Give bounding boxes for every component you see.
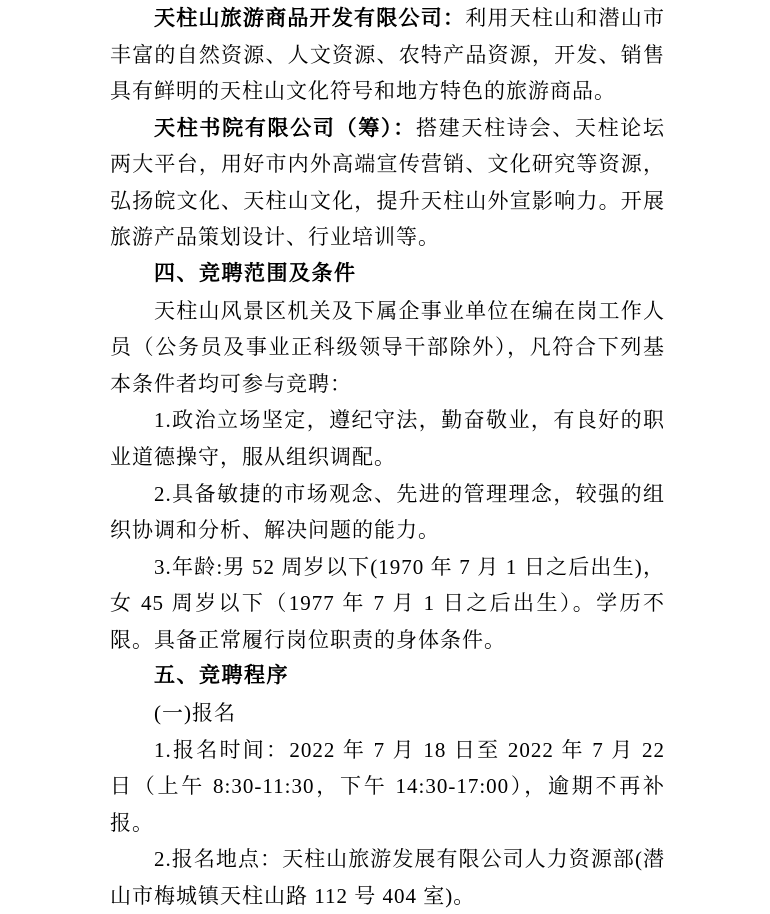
paragraph-registration-time: 1.报名时间：2022 年 7 月 18 日至 2022 年 7 月 22 日（上午 8:30-11:30，下午 14:30-17:00），逾期不再补报。: [110, 737, 665, 835]
subsection-heading-registration: (一)报名: [154, 700, 236, 725]
paragraph-text: 利用天柱山和潜山市丰富的自然资源、人文资源、农特产品资源，开发、销售具有鲜明的天柱山文化符号和地方特色的旅游商品。: [110, 6, 666, 104]
paragraph-condition-3: 3.年龄:男 52 周岁以下(1970 年 7 月 1 日之后出生)，女 45 周岁以下（1977 年 7 月 1 日之后出生）。学历不限。具备正常履行岗位职责的身体条件。: [110, 554, 665, 652]
section-heading-procedure: 五、竞聘程序: [154, 664, 289, 688]
company-name-bold: 天柱山旅游商品开发有限公司：: [154, 6, 466, 30]
paragraph-condition-1: 1.政治立场坚定，遵纪守法，勤奋敬业，有良好的职业道德操守，服从组织调配。: [110, 408, 665, 469]
section-heading-scope-conditions: 四、竞聘范围及条件: [154, 262, 357, 286]
paragraph-company-academy: [110, 110, 665, 256]
company-name-bold: 天柱书院有限公司（筹）：: [154, 115, 416, 140]
paragraph-eligibility: 天柱山风景区机关及下属企事业单位在编在岗工作人员（公务员及事业正科级领导干部除外），凡符合下列基本条件者均可参与竞聘：: [110, 298, 665, 396]
paragraph-condition-2: 2.具备敏捷的市场观念、先进的管理理念，较强的组织协调和分析、解决问题的能力。: [110, 481, 665, 543]
paragraph-registration-place: 2.报名地点：天柱山旅游发展有限公司人力资源部(潜山市梅城镇天柱山路 112 号 404 室)。: [110, 847, 665, 908]
paragraph-company-goods: [110, 0, 665, 110]
paragraph-text: 搭建天柱诗会、天柱论坛两大平台，用好市内外高端宣传营销、文化研究等资源，弘扬皖文化、天柱山文化，提升天柱山外宣影响力。开展旅游产品策划设计、行业培训等。: [110, 115, 666, 250]
